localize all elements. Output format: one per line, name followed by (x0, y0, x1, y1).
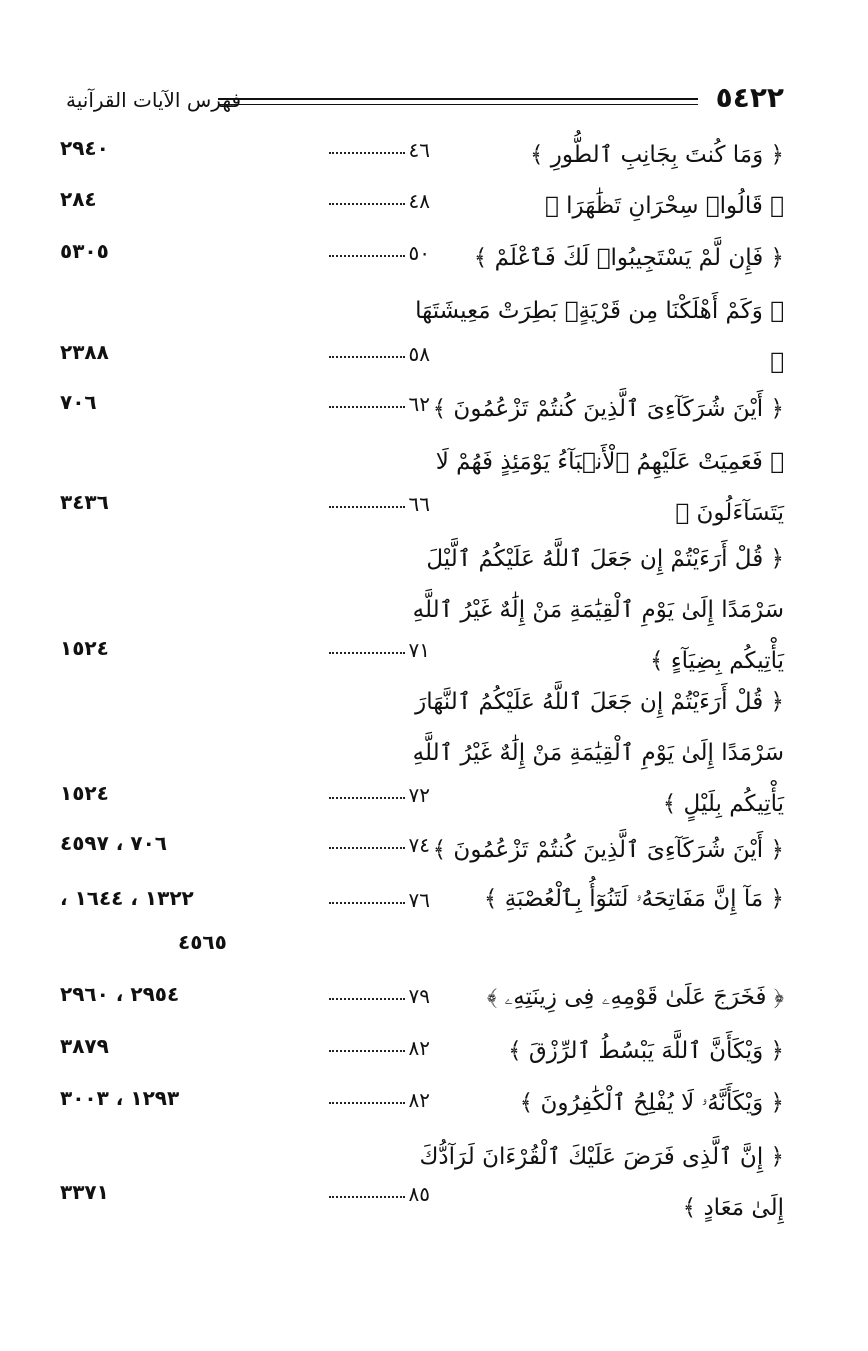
reference-numbers-continued: ٤٥٦٥ (178, 930, 227, 954)
verse-text: ﴿ مَآ إِنَّ مَفَاتِحَهُۥ لَتَنُوٓأُ بِٱلْعُصْبَةِ ﴾ (483, 886, 784, 912)
verse-text: ﴿ قُلْ أَرَءَيْتُمْ إِن جَعَلَ ٱللَّهُ عَلَيْكُمُ ٱلنَّهَارَ سَرْمَدًا إِلَىٰ يَوْمِ ٱلْقِيَٰمَةِ مَنْ إِلَٰهٌ غَيْرُ ٱللَّهِ يَأْتِيكُم بِلَيْلٍ ﴾ (412, 689, 784, 817)
reference-numbers: ١٥٢٤ (60, 781, 109, 805)
verse-text: ﴿ قُلْ أَرَءَيْتُمْ إِن جَعَلَ ٱللَّهُ عَلَيْكُمُ ٱلَّيْلَ سَرْمَدًا إِلَىٰ يَوْمِ ٱلْقِيَٰمَةِ مَنْ إِلَٰهٌ غَيْرُ ٱللَّهِ يَأْتِيكُم بِضِيَآءٍ ﴾ (412, 546, 784, 674)
reference-numbers: ١٣٢٢ ، ١٦٤٤ ، (60, 886, 194, 910)
verse-number: ٥٠ (336, 241, 430, 265)
verse-number: ٦٢ (336, 392, 430, 416)
reference-numbers: ٣٤٣٦ (60, 490, 109, 514)
reference-numbers: ٣٣٧١ (60, 1180, 109, 1204)
verse-text: ﴿ أَيْنَ شُرَكَآءِىَ ٱلَّذِينَ كُنتُمْ تَزْعُمُونَ ﴾ (432, 837, 784, 863)
reference-numbers: ٧٠٦ ، ٤٥٩٧ (60, 831, 167, 855)
verse-number: ٤٨ (336, 189, 430, 213)
verse-text: ﴿ فَإِن لَّمْ يَسْتَجِيبُوا۟ لَكَ فَٱعْلَمْ ﴾ (473, 245, 784, 271)
verse-number: ٦٦ (336, 492, 430, 516)
verse-number: ٧٩ (336, 984, 430, 1008)
verse-number: ٨٥ (336, 1182, 430, 1206)
verse-text: ﴿ فَعَمِيَتْ عَلَيْهِمُ ٱلْأَنۢبَآءُ يَوْمَئِذٍ فَهُمْ لَا يَتَسَآءَلُونَ ﴾ (435, 449, 784, 526)
verse-text: ﴿ وَكَمْ أَهْلَكْنَا مِن قَرْيَةٍۭ بَطِرَتْ مَعِيشَتَهَا ﴾ (415, 298, 784, 375)
verse-number: ٨٢ (336, 1036, 430, 1060)
verse-number: ٧٦ (336, 888, 430, 912)
reference-numbers: ٢٣٨٨ (60, 340, 109, 364)
reference-numbers: ١٥٢٤ (60, 636, 109, 660)
header-rule (218, 98, 698, 105)
verse-number: ٧٢ (336, 783, 430, 807)
verse-text: ﴿ إِنَّ ٱلَّذِى فَرَضَ عَلَيْكَ ٱلْقُرْءَانَ لَرَآدُّكَ إِلَىٰ مَعَادٍ ﴾ (419, 1144, 784, 1221)
verse-number: ٤٦ (336, 138, 430, 162)
reference-numbers: ٥٣٠٥ (60, 239, 109, 263)
reference-numbers: ١٢٩٣ ، ٣٠٠٣ (60, 1086, 180, 1110)
verse-number: ٥٨ (336, 342, 430, 366)
verse-text: ﴿ وَيْكَأَنَّهُۥ لَا يُفْلِحُ ٱلْكَٰفِرُونَ ﴾ (519, 1090, 784, 1116)
verse-text: ﴿ وَمَا كُنتَ بِجَانِبِ ٱلطُّورِ ﴾ (530, 142, 784, 168)
verse-number: ٧٤ (336, 833, 430, 857)
verse-number: ٨٢ (336, 1088, 430, 1112)
reference-numbers: ٢٩٤٠ (60, 136, 109, 160)
reference-numbers: ٢٨٤ (60, 187, 97, 211)
verse-text: ﴿ وَيْكَأَنَّ ٱللَّهَ يَبْسُطُ ٱلرِّزْقَ ﴾ (508, 1038, 784, 1064)
verse-text: ﴿ فَخَرَجَ عَلَىٰ قَوْمِهِۦ فِى زِينَتِهِۦ ﴾ (486, 984, 784, 1010)
verse-number: ٧١ (336, 638, 430, 662)
running-title: فهرس الآيات القرآنية (66, 88, 242, 112)
reference-numbers: ٣٨٧٩ (60, 1034, 109, 1058)
page-number: ٥٤٢٢ (715, 81, 784, 114)
reference-numbers: ٧٠٦ (60, 390, 97, 414)
reference-numbers: ٢٩٥٤ ، ٢٩٦٠ (60, 982, 180, 1006)
verse-text: ﴿ أَيْنَ شُرَكَآءِىَ ٱلَّذِينَ كُنتُمْ تَزْعُمُونَ ﴾ (432, 396, 784, 422)
page-header (66, 81, 784, 119)
verse-text: ﴿ قَالُوا۟ سِحْرَانِ تَظَٰهَرَا ﴾ (545, 193, 784, 219)
